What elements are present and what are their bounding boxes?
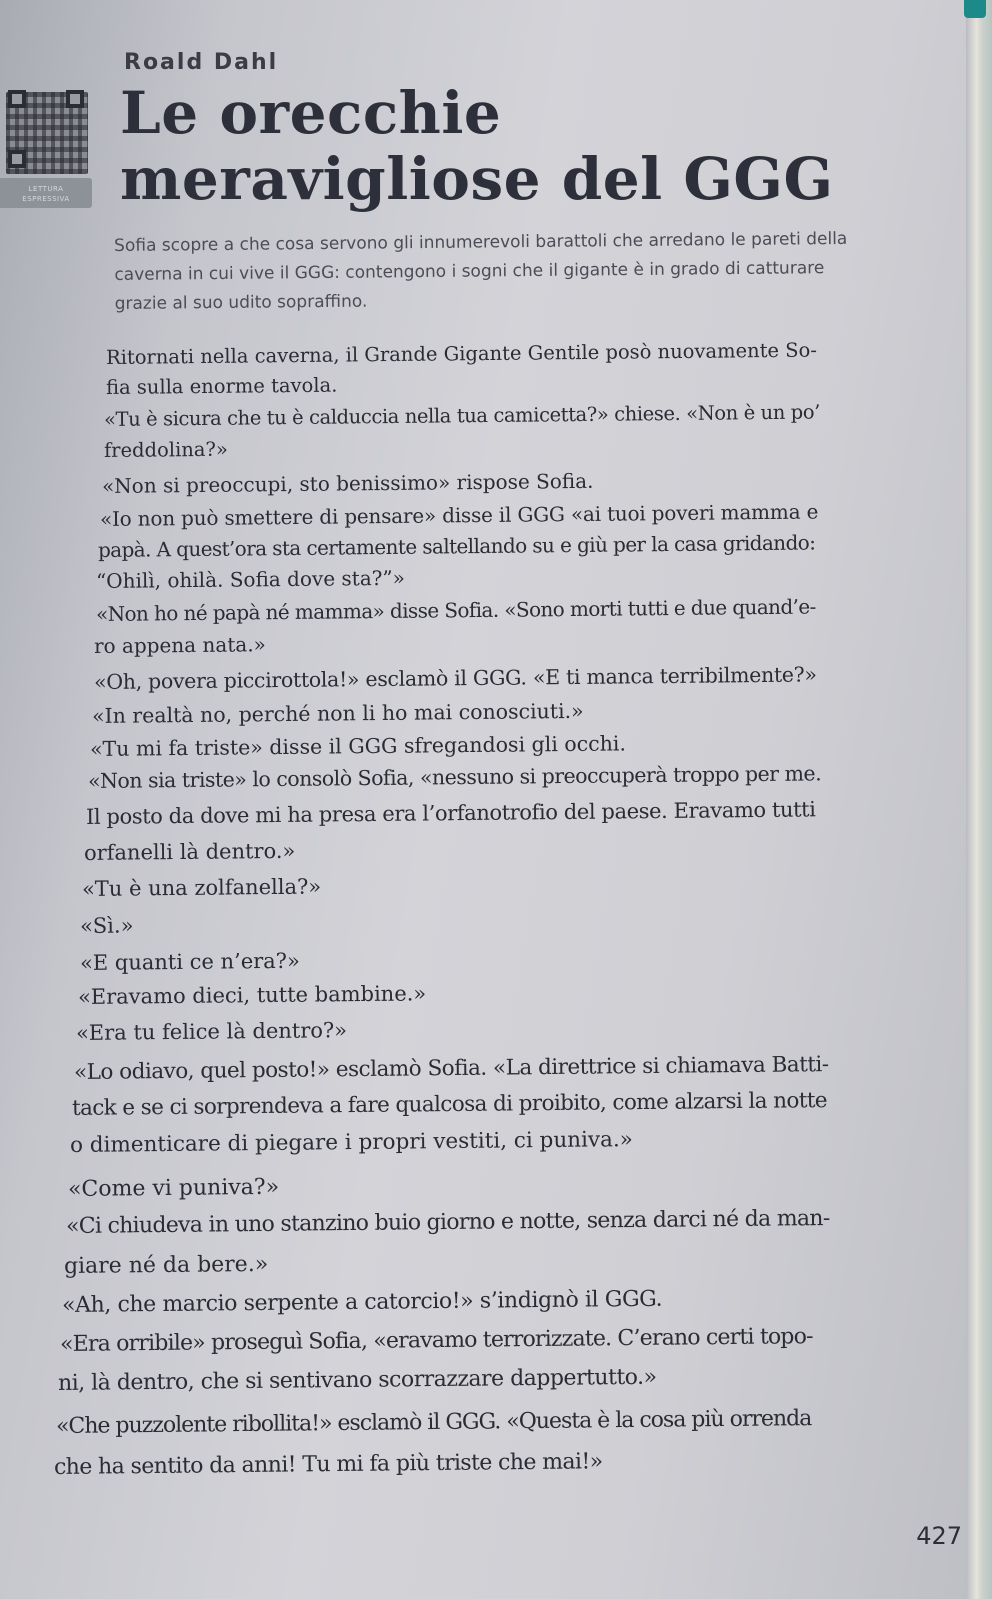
text-line: freddolina?» — [103, 437, 228, 462]
text-line: «Lo odiavo, quel posto!» esclamò Sofia. «La direttrice si chiamava Batti- — [73, 1052, 829, 1085]
text-line: «Oh, povera piccirottola!» esclamò il GGG. «E ti manca terribilmente?» — [93, 662, 817, 694]
text-line: «E quanti ce n’era?» — [79, 948, 300, 975]
text-line: orfanelli là dentro.» — [83, 838, 296, 865]
text-line: «Ci chiudeva in uno stanzino buio giorno e notte, senza darci né da man- — [65, 1206, 830, 1239]
text-line: «Sì.» — [79, 913, 134, 938]
badge-line: LETTURA — [28, 185, 64, 193]
text-line: ro appena nata.» — [93, 632, 266, 658]
title-line: meravigliose del GGG — [120, 145, 834, 213]
text-line: «Ah, che marcio serpente a catorcio!» s’indignò il GGG. — [61, 1286, 663, 1318]
text-line: «Non si preoccupi, sto benissimo» rispose Sofia. — [101, 468, 594, 498]
text-line: “Ohilì, ohilà. Sofia dove sta?”» — [95, 565, 405, 593]
author-name: Roald Dahl — [124, 50, 279, 75]
text-line: o dimenticare di piegare i propri vestiti, ci puniva.» — [69, 1127, 634, 1158]
text-line: Ritornati nella caverna, il Grande Gigante Gentile posò nuovamente So- — [105, 338, 818, 369]
badge-line: ESPRESSIVA — [22, 195, 70, 203]
text-line: «Non ho né papà né mamma» disse Sofia. «Sono morti tutti e due quand’e- — [95, 594, 816, 626]
text-line: «Che puzzolente ribollita!» esclamò il GGG. «Questa è la cosa più orrenda — [55, 1406, 812, 1439]
page-number: 427 — [916, 1522, 962, 1550]
title-line: Le orecchie — [120, 79, 502, 147]
text-line: tack e se ci sorprendeva a fare qualcosa di proibito, come alzarsi la notte — [71, 1088, 828, 1121]
text-line: «Non sia triste» lo consolò Sofia, «nessuno si preoccuperà troppo per me. — [87, 761, 822, 793]
text-line: Il posto da dove mi ha presa era l’orfanotrofio del paese. Eravamo tutti — [85, 797, 816, 829]
text-line: «Era tu felice là dentro?» — [75, 1018, 348, 1045]
text-line: «In realtà no, perché non li ho mai conosciuti.» — [91, 698, 584, 728]
text-line: papà. A quest’ora sta certamente saltellando su e giù per la casa gridando: — [97, 530, 816, 562]
text-line: ni, là dentro, che si sentivano scorrazzare dappertutto.» — [57, 1364, 657, 1396]
text-line: «Era orribile» proseguì Sofia, «eravamo terrorizzate. C’erano certi topo- — [59, 1324, 813, 1357]
text-line: «Tu mi fa triste» disse il GGG sfregandosi gli occhi. — [89, 731, 627, 761]
text-line: «Eravamo dieci, tutte bambine.» — [77, 981, 427, 1009]
text-line: che ha sentito da anni! Tu mi fa più triste che mai!» — [53, 1449, 603, 1480]
text-line: «Come vi puniva?» — [67, 1174, 280, 1202]
text-line: «Tu è sicura che tu è calduccia nella tua camicetta?» chiese. «Non è un po’ — [103, 400, 821, 431]
text-line: «Io non può smettere di pensare» disse il GGG «ai tuoi poveri mamma e — [99, 499, 819, 531]
text-line: «Tu è una zolfanella?» — [81, 874, 322, 901]
text-line: fia sulla enorme tavola. — [105, 373, 338, 399]
text-line: giare né da bere.» — [63, 1251, 269, 1279]
intro-paragraph: Sofia scopre a che cosa servono gli innumerevoli barattoli che arredano le pareti della caverna in cui vive il GGG: contengono i sogni che il gigante è in grado di catturare grazie al suo udito sopraffino. — [114, 228, 848, 314]
